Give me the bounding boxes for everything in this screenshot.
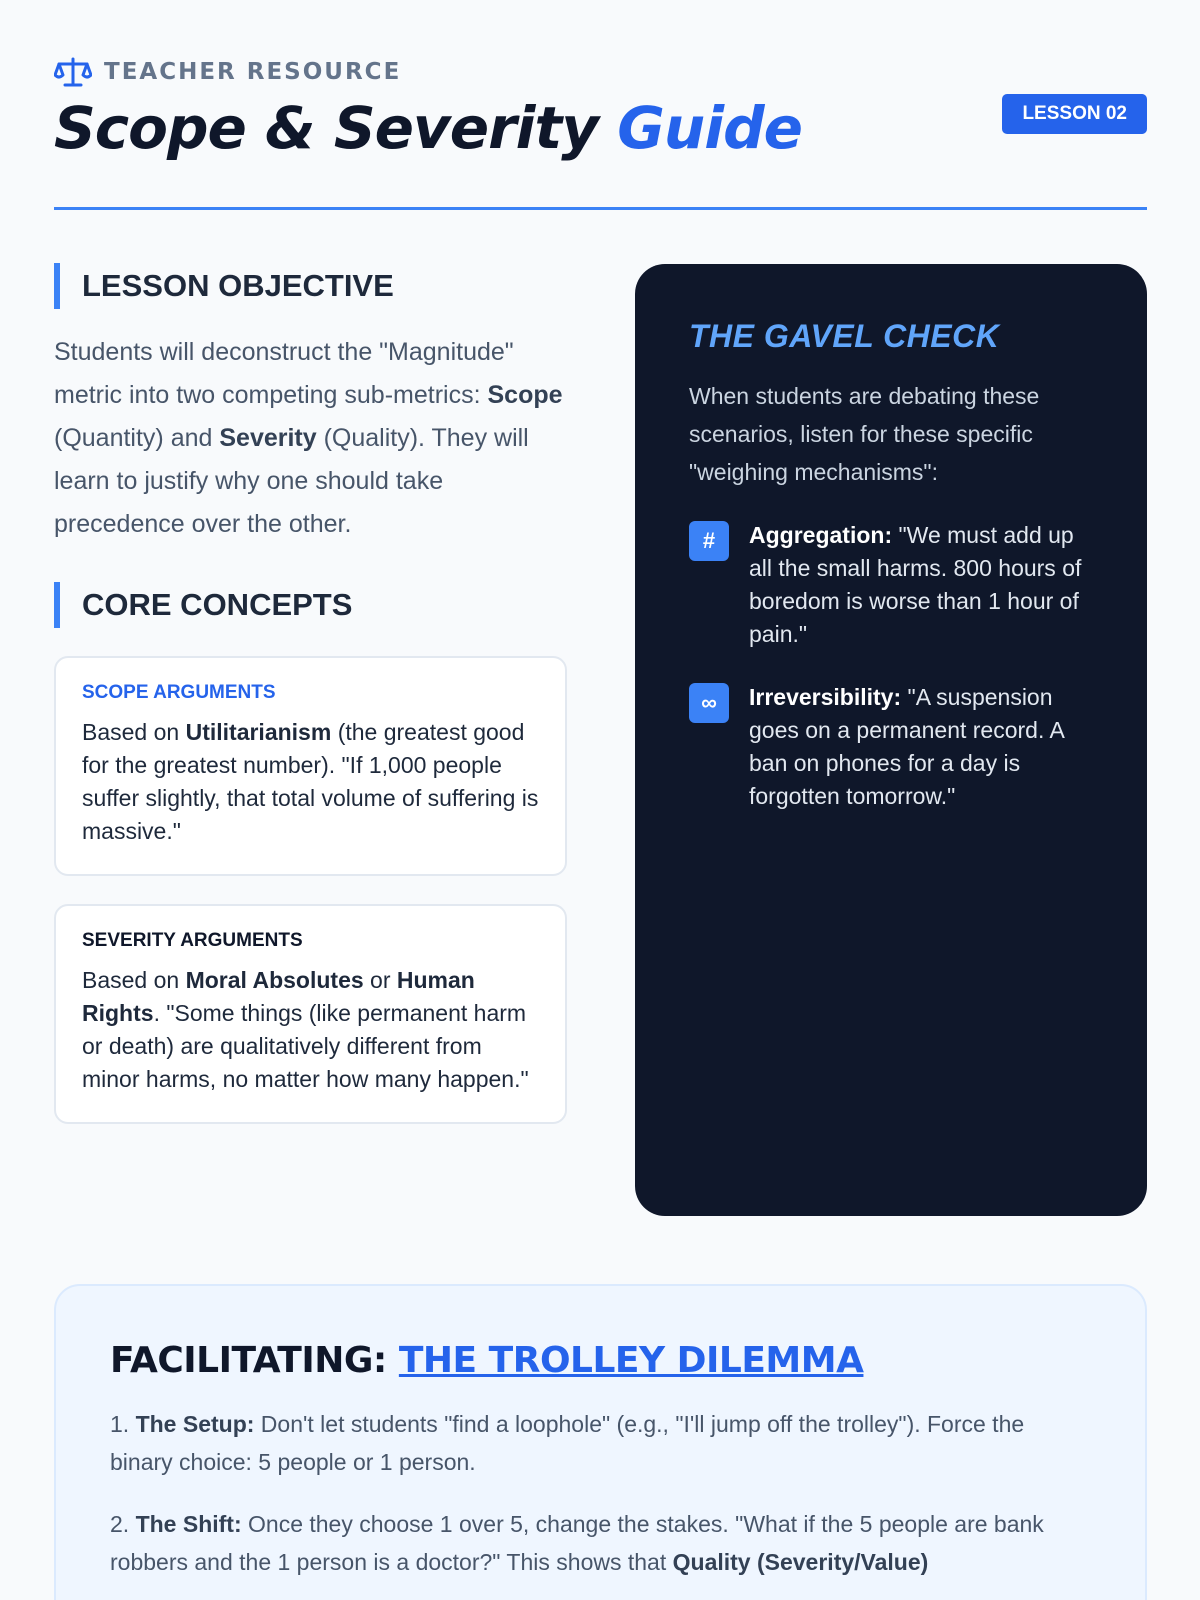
left-column <box>54 263 567 1124</box>
mechanism-text <box>749 519 1093 651</box>
step-number: 1. <box>110 1411 136 1437</box>
objective-heading: LESSON OBJECTIVE <box>54 263 567 309</box>
step-term: The Shift: <box>135 1511 242 1537</box>
objective-text-3: (Quality). They will learn to justify why one should take precedence over the other. <box>54 424 529 538</box>
page-title <box>54 94 1147 162</box>
mechanism-description: "We must add up all the small harms. 800 hours of boredom is worse than 1 hour of pain." <box>749 522 1082 647</box>
concepts-heading: CORE CONCEPTS <box>54 582 567 628</box>
scope-text-1: Based on <box>82 719 186 745</box>
scope-text-2: (the greatest good for the greatest number). "If 1,000 people suffer slightly, that total volume of suffering is massive." <box>82 719 539 844</box>
step-setup <box>110 1405 1091 1481</box>
facilitating-title-lead: FACILITATING: <box>110 1340 399 1381</box>
mechanism-text <box>749 681 1093 813</box>
step-shift <box>110 1505 1091 1581</box>
severity-text-3: . "Some things (like permanent harm or death) are qualitatively different from minor harms, no matter how many happen." <box>82 1000 529 1092</box>
facilitating-title <box>110 1340 1091 1381</box>
page-header <box>54 56 1147 162</box>
mechanism-irreversibility <box>689 681 1093 813</box>
severity-text-1: Based on <box>82 967 186 993</box>
kicker-text: TEACHER RESOURCE <box>104 59 402 85</box>
objective-text <box>54 331 567 546</box>
mechanism-term: Irreversibility: <box>749 684 902 710</box>
title-main: Scope & Severity <box>54 94 618 162</box>
severity-card-body <box>82 964 539 1096</box>
step-term: The Setup: <box>135 1411 255 1437</box>
infinity-icon: ∞ <box>689 683 729 723</box>
kicker <box>54 56 1147 88</box>
title-accent: Guide <box>617 94 802 162</box>
facilitating-section <box>54 1284 1147 1600</box>
severity-text-2: or <box>363 967 397 993</box>
gavel-intro: When students are debating these scenarios, listen for these specific "weighing mechanisms": <box>689 383 1040 485</box>
header-divider <box>54 207 1147 210</box>
lesson-badge: LESSON 02 <box>1002 94 1147 134</box>
hash-icon: # <box>689 521 729 561</box>
mechanism-aggregation <box>689 519 1093 651</box>
objective-text-1: Students will deconstruct the "Magnitude" metric into two competing sub-metrics: <box>54 338 514 409</box>
objective-scope-term: Scope <box>487 381 563 409</box>
step-number: 2. <box>110 1511 136 1537</box>
objective-severity-term: Severity <box>219 424 317 452</box>
step-bold-tail: Quality (Severity/Value) <box>672 1549 929 1575</box>
mechanism-term: Aggregation: <box>749 522 893 548</box>
scale-icon <box>54 56 92 88</box>
gavel-check-panel <box>635 264 1147 1216</box>
mechanism-description: "A suspension goes on a permanent record. A ban on phones for a day is forgotten tomorrow." <box>749 684 1064 809</box>
trolley-dilemma-link[interactable]: THE TROLLEY DILEMMA <box>398 1340 864 1381</box>
severity-term-1: Moral Absolutes <box>185 967 364 993</box>
gavel-title: THE GAVEL CHECK <box>689 318 1000 354</box>
scope-card-label: SCOPE ARGUMENTS <box>82 682 276 703</box>
severity-card <box>54 904 567 1124</box>
step-text: Don't let students "find a loophole" (e.g., "I'll jump off the trolley"). Force the binary choice: 5 people or 1 person. <box>110 1411 1025 1475</box>
scope-term: Utilitarianism <box>185 719 332 745</box>
step-text: Once they choose 1 over 5, change the stakes. "What if the 5 people are bank robbers and the 1 person is a doctor?" This shows that <box>110 1511 1044 1575</box>
severity-term-2: Human Rights <box>82 967 475 1026</box>
scope-card <box>54 656 567 876</box>
scope-card-body <box>82 716 539 848</box>
severity-card-label: SEVERITY ARGUMENTS <box>82 930 303 951</box>
objective-text-2: (Quantity) and <box>54 424 220 452</box>
